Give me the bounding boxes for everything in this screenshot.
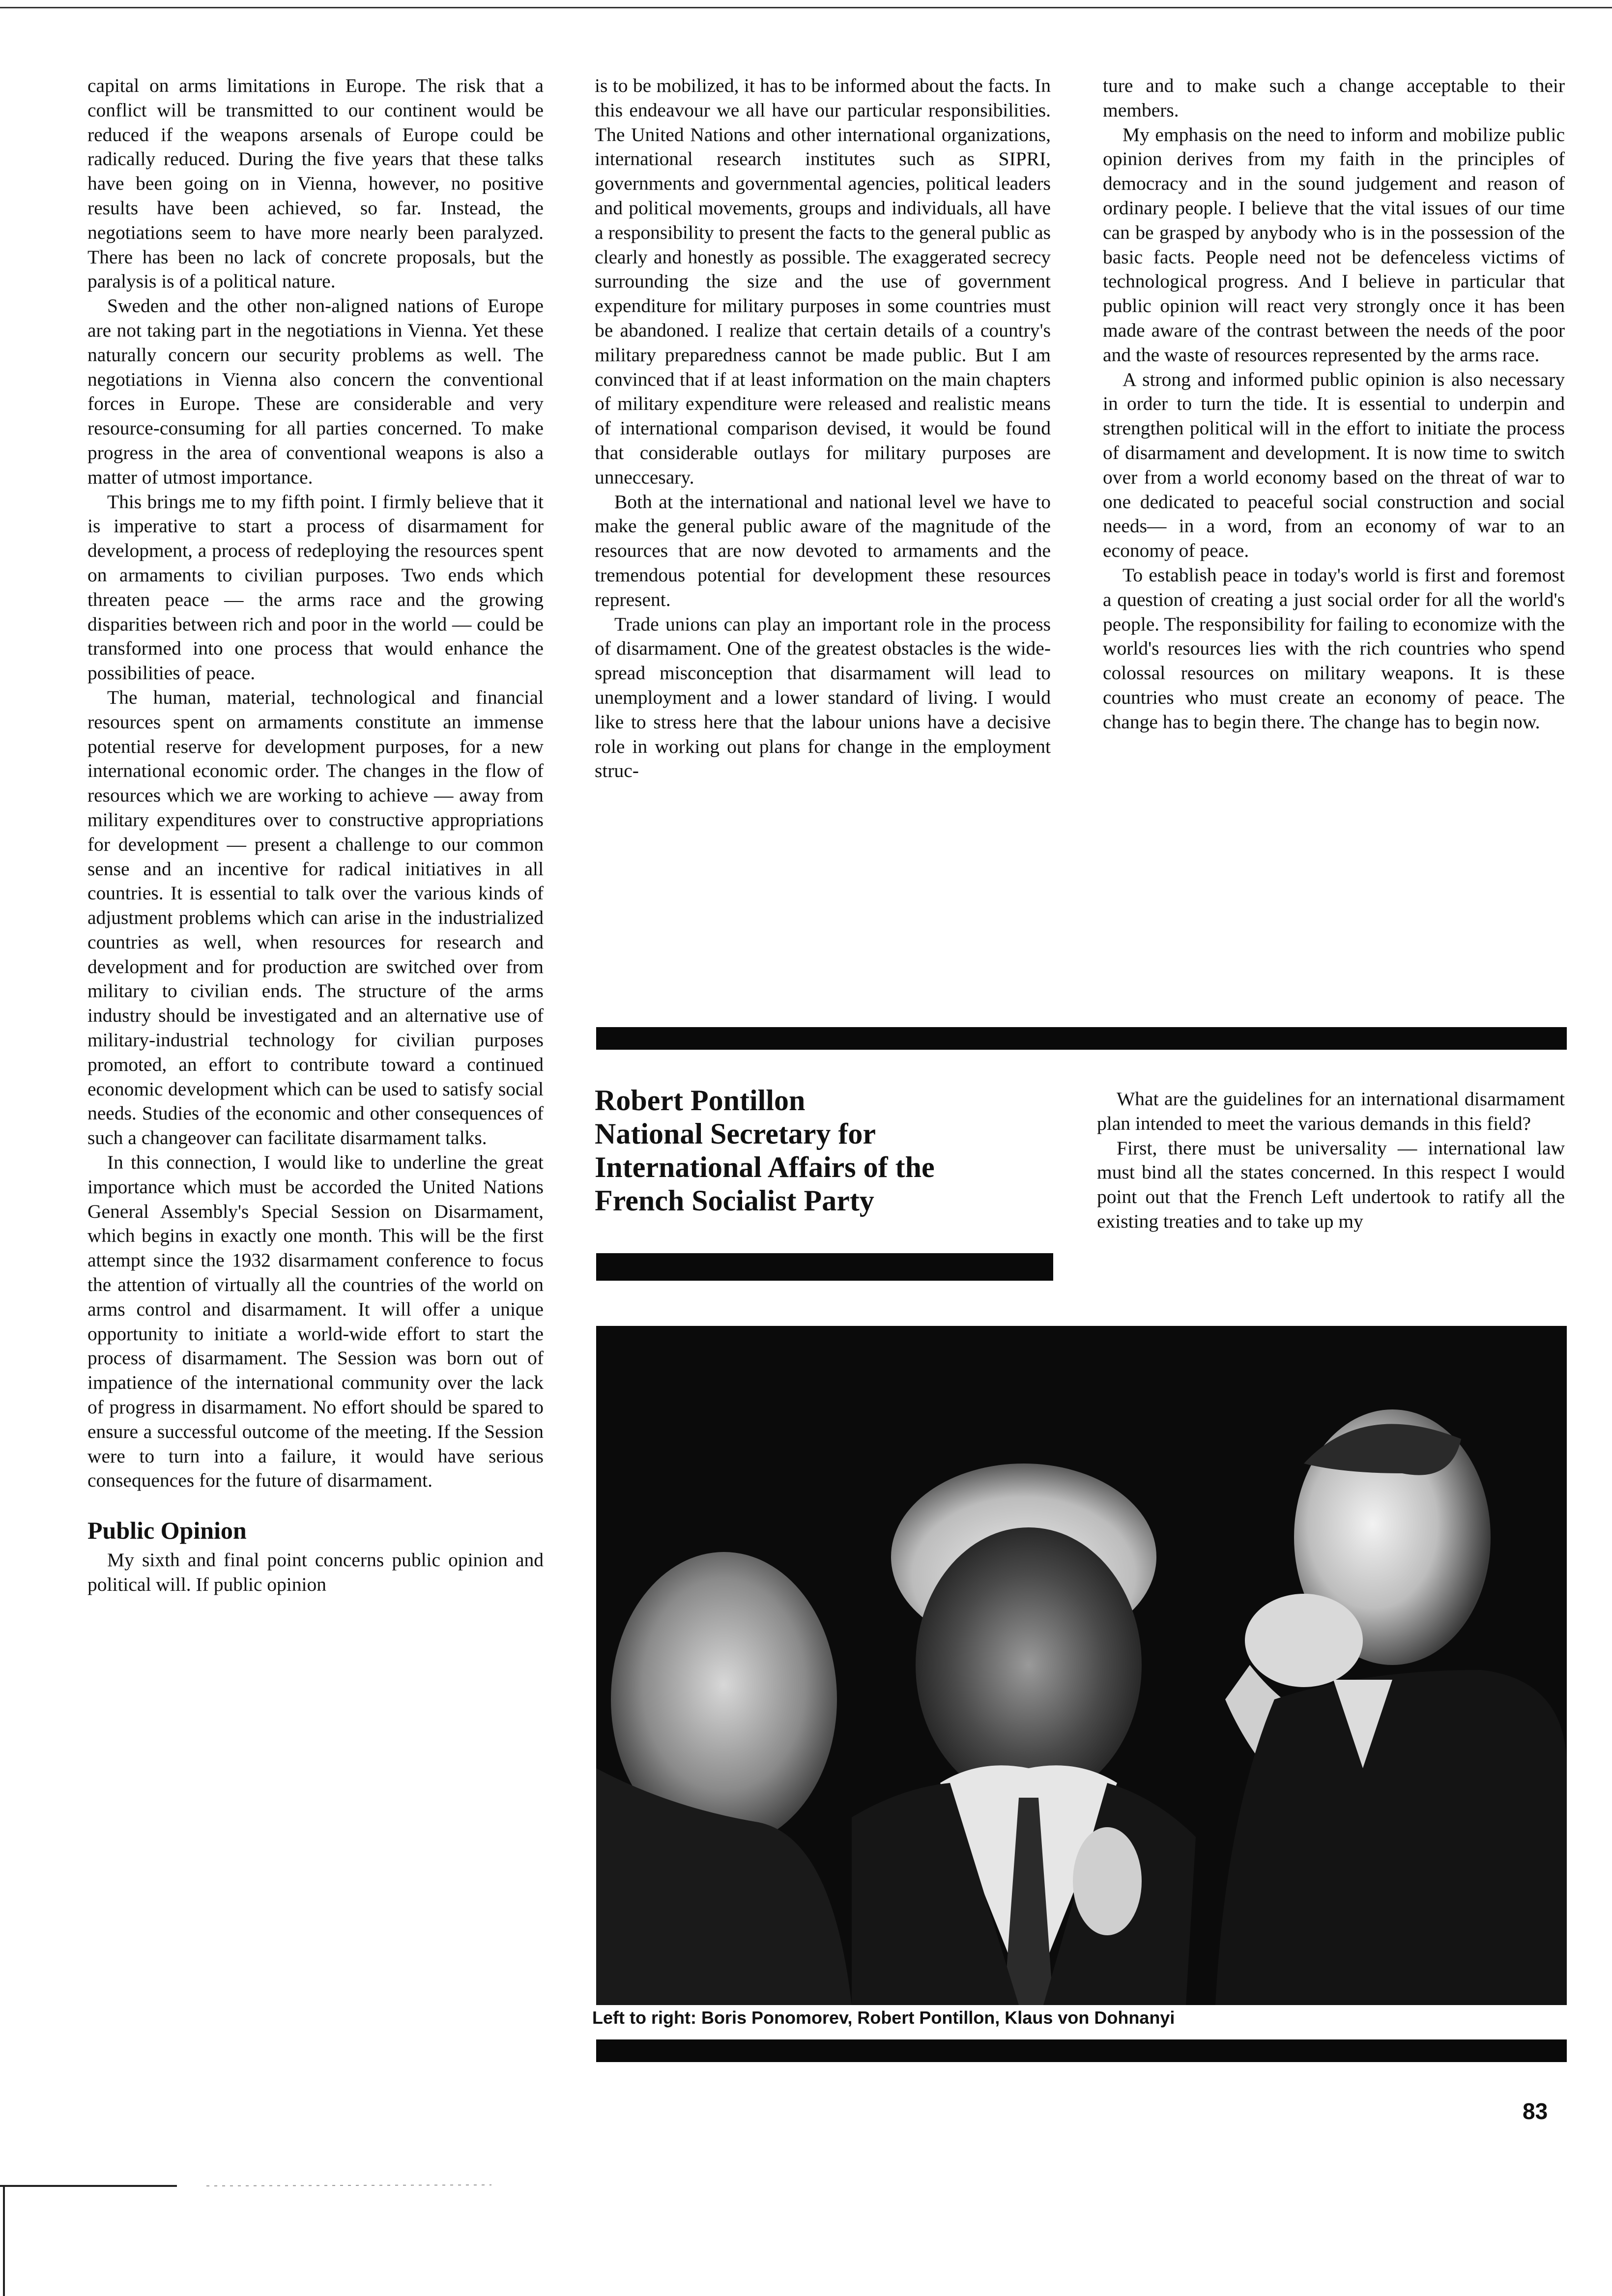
photo-caption: Left to right: Boris Ponomorev, Robert Pontillon, Klaus von Dohnanyi (592, 2008, 1175, 2028)
headline-underline-bar (596, 1253, 1053, 1281)
section-divider-bar (596, 1027, 1567, 1050)
headline-line: French Socialist Party (595, 1184, 874, 1217)
public-opinion-paragraph: My sixth and final point concerns public opinion and political will. If public opinion (87, 1549, 544, 1596)
top-rule (0, 7, 1612, 8)
section-divider-bar-bottom (596, 2039, 1567, 2062)
article2-paragraph: First, there must be universality — international law must bind all the states concerned. In this respect I would point out that the French Left undertook to ratify all the existing treaties and to take up my (1097, 1137, 1565, 1232)
headline-line: National Secretary for (595, 1118, 876, 1150)
column-2 (595, 74, 1051, 783)
col2-paragraph: Both at the international and national level we have to make the general public aware of the magnitude of the resources that are now devoted to armaments and the tremendous potential for development these resources represent. (595, 490, 1051, 610)
column-1 (87, 74, 544, 1597)
col1-paragraph: This brings me to my fifth point. I firmly believe that it is imperative to start a process of disarmament for development, a process of redeploying the resources spent on armaments to civilian purposes. Two ends which threaten peace — the arms race and the growing disparities between rich and poor in the world — could be transformed into one process that would enhance the possibilities of peace. (87, 490, 544, 684)
col3-paragraph: To establish peace in today's world is first and foremost a question of creating a just social order for all the world's people. The responsibility for failing to economize with the world's resources lies with the rich countries who spend colossal resources on military weapons. It is these countries who must create an economy of peace. The change has to begin there. The change has to begin now. (1103, 564, 1565, 733)
photograph-image (596, 1326, 1567, 2005)
col1-paragraph: In this connection, I would like to underline the great importance which must be accorded the United Nations General Assembly's Special Session on Disarmament, which begins in exactly one month. This will be the first attempt since the 1932 disarmament conference to focus the attention of virtually all the countries of the world on arms control and disarmament. It will offer a unique opportunity to initiate a world-wide effort to start the process of disarmament. The Session was born out of impatience of the international community over the lack of progress in disarmament. No effort should be spared to ensure a successful outcome of the meeting. If the Session were to turn into a failure, it would have serious consequences for the future of disarmament. (87, 1151, 544, 1492)
headline-line: International Affairs of the (595, 1151, 935, 1183)
news-photograph (596, 1326, 1567, 2005)
col1-paragraph: capital on arms limitations in Europe. The risk that a conflict will be transmitted to our continent would be reduced if the weapons arsenals of Europe could be radically reduced. During the five years that these talks have been going on in Vienna, however, no positive results have been achieved, so far. Instead, the negotiations seem to have more nearly been paralyzed. There has been no lack of concrete proposals, but the paralysis is of a political nature. (87, 75, 544, 292)
article-headline (595, 1084, 1052, 1217)
page-number: 83 (1523, 2098, 1548, 2124)
scan-edge-mark (0, 2172, 491, 2296)
article2-body (1097, 1087, 1565, 1234)
col2-paragraph: Trade unions can play an important role in the process of disarmament. One of the greatest obstacles is the wide-spread misconception that disarmament will lead to unemployment and a lower standard of living. I would like to stress here that the labour unions have a decisive role in working out plans for change in the employment struc- (595, 613, 1051, 782)
article2-paragraph: What are the guidelines for an international disarmament plan intended to meet the various demands in this field? (1097, 1088, 1565, 1134)
headline-line: Robert Pontillon (595, 1084, 806, 1117)
col1-paragraph: The human, material, technological and financial resources spent on armaments constitute an immense potential reserve for development purposes, for a new international economic order. The changes in the flow of resources which we are working to achieve — away from military expenditures over to constructive appropriations for development — present a challenge to our common sense and an incentive for radical initiatives in all countries. It is essential to talk over the various kinds of adjustment problems which can arise in the industrialized countries as well, when resources for research and development and for production are switched over from military to civilian ends. The structure of the arms industry should be investigated and an alternative use of military-industrial technology for civilian purposes promoted, an effort to contribute toward a continued economic development which can be used to satisfy social needs. Studies of the economic and other consequences of such a changeover can facilitate disarmament talks. (87, 686, 544, 1149)
col3-paragraph: ture and to make such a change acceptable to their members. (1103, 75, 1565, 121)
column-3 (1103, 74, 1565, 735)
col1-paragraph: Sweden and the other non-aligned nations of Europe are not taking part in the negotiations in Vienna. Yet these naturally concern our security problems as well. The negotiations in Vienna also concern the conventional forces in Europe. These are considerable and very resource-consuming for all parties concerned. To make progress in the area of conventional weapons is also a matter of utmost importance. (87, 295, 544, 488)
col2-paragraph: is to be mobilized, it has to be informed about the facts. In this endeavour we all have our particular responsibilities. The United Nations and other international organizations, international research institutes such as SIPRI, governments and governmental agencies, political leaders and political movements, groups and individuals, all have a responsibility to present the facts to the general public as clearly and honestly as possible. The exaggerated secrecy surrounding the size and the use of government expenditure for military purposes in some countries must be abandoned. I realize that certain details of a country's military preparedness cannot be made public. But I am convinced that if at least information on the main chapters of military expenditure were released and realistic means of international comparison devised, it would be found that considerable outlays for military purposes are unneccesary. (595, 75, 1051, 488)
col3-paragraph: A strong and informed public opinion is also necessary in order to turn the tide. It is essential to underpin and strengthen political will in the effort to initiate the process of disarmament and development. It is now time to switch over from a world economy based on the threat of war to one dedicated to peaceful social construction and social needs— in a word, from an economy of war to an economy of peace. (1103, 368, 1565, 562)
col3-paragraph: My emphasis on the need to inform and mobilize public opinion derives from my faith in the principles of democracy and in the sound judgement and reason of ordinary people. I believe that the vital issues of our time can be grasped by anybody who is in the possession of the basic facts. People need not be defenceless victims of technological progress. And I believe in particular that public opinion will react very strongly once it has been made aware of the contrast between the needs of the poor and the waste of resources represented by the arms race. (1103, 123, 1565, 366)
public-opinion-heading: Public Opinion (87, 1517, 247, 1545)
